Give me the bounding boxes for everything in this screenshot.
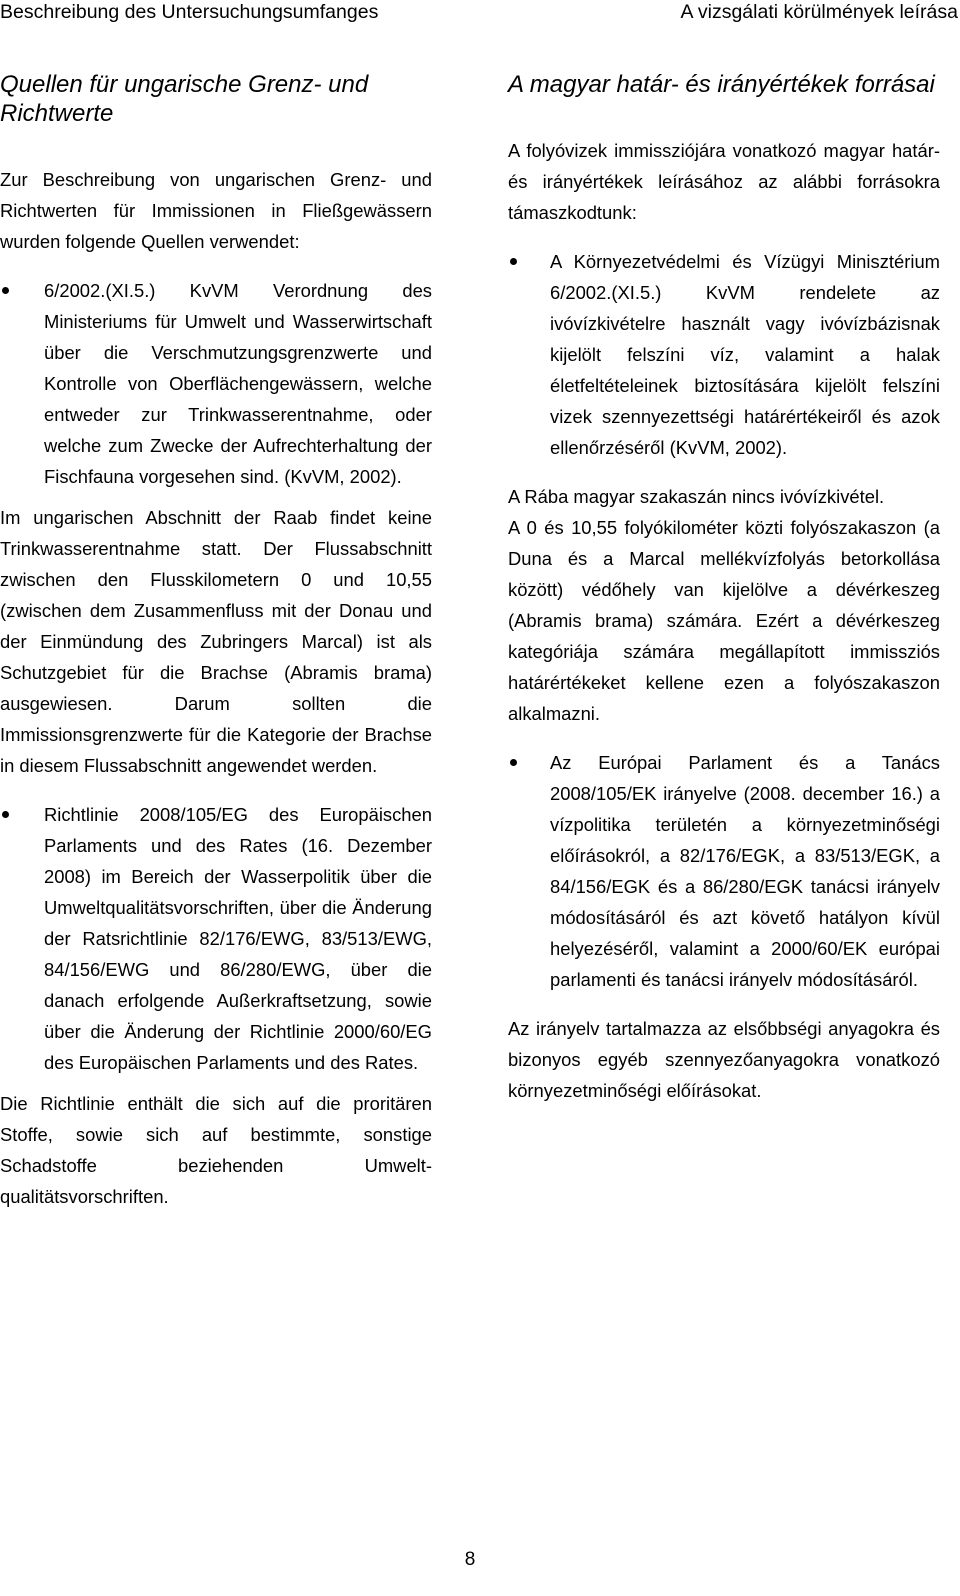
source-list bbox=[0, 799, 432, 1078]
body-paragraph: A Rába magyar szakaszán nincs ivóvízkivétel. bbox=[508, 486, 885, 507]
list-item bbox=[508, 246, 940, 463]
body-paragraph: Die Richtlinie enthält die sich auf die proritären Stoffe, sowie sich auf bestimmte, sonstige Schadstoffe beziehenden Umwelt-qualitätsvorschriften. bbox=[0, 1093, 432, 1207]
intro-paragraph: Zur Beschreibung von ungarischen Grenz- und Richtwerten für Immissionen in Fließgewässern wurden folgende Quellen verwendet: bbox=[0, 169, 432, 252]
german-column bbox=[0, 70, 432, 1212]
source-list bbox=[508, 246, 940, 463]
body-paragraph: Az irányelv tartalmazza az elsőbbségi anyagokra és bizonyos egyéb szennyezőanyagokra vonatkozó környezetminőségi előírásokat. bbox=[508, 1018, 940, 1101]
list-item-text: 6/2002.(XI.5.) KvVM Verordnung des Ministeriums für Umwelt und Wasserwirtschaft über die Verschmutzungsgrenzwerte und Kontrolle von Oberflächengewässern, welche entweder zur Trinkwasserentnahme, oder welche zum Zwecke der Aufrechterhaltung der Fischfauna vorgesehen sind. (KvVM, 2002). bbox=[44, 280, 432, 487]
list-item-text: Richtlinie 2008/105/EG des Europäischen Parlaments und des Rates (16. Dezember 2008) im Bereich der Wasserpolitik über die Umweltqualitätsvorschriften, über die Änderung der Ratsrichtlinie 82/176/EWG, 83/513/EWG, 84/156/EWG und 86/280/EWG, über die danach erfolgende Außerkraftsetzung, sowie über die Änderung der Richtlinie 2000/60/EG des Europäischen Parlaments und des Rates. bbox=[44, 804, 432, 1073]
source-list bbox=[508, 747, 940, 995]
source-list bbox=[0, 275, 432, 492]
bullet-icon bbox=[510, 759, 517, 766]
list-item-text: Az Európai Parlament és a Tanács 2008/105/EK irányelve (2008. december 16.) a vízpolitika területén a környezetminőségi előírásokról, a 82/176/EGK, a 83/513/EGK, a 84/156/EGK és a 86/280/EGK tanácsi irányelv módosításáról és azt követő hatályon kívül helyezéséről, valamint a 2000/60/EK európai parlamenti és tanácsi irányelv módosításáról. bbox=[550, 752, 940, 990]
bullet-icon bbox=[2, 287, 9, 294]
intro-paragraph: A folyóvizek immissziójára vonatkozó magyar határ- és irányértékek leírásához az alábbi forrásokra támaszkodtunk: bbox=[508, 140, 940, 223]
page-number: 8 bbox=[464, 1549, 476, 1570]
list-item bbox=[0, 799, 432, 1078]
section-heading: Quellen für ungarische Grenz- und Richtwerte bbox=[0, 71, 369, 127]
running-header-left: Beschreibung des Untersuchungsumfanges bbox=[0, 1, 379, 23]
bullet-icon bbox=[510, 258, 517, 265]
list-item bbox=[0, 275, 432, 492]
body-paragraph: A 0 és 10,55 folyókilométer közti folyószakaszon (a Duna és a Marcal mellékvízfolyás betorkollása között) védőhely van kijelölve a dévérkeszeg (Abramis brama) számára. Ezért a dévérkeszeg kategóriája számára megállapított immissziós határértékeket kellene ezen a folyószakaszon alkalmazni. bbox=[508, 517, 940, 724]
list-item-text: A Környezetvédelmi és Vízügyi Minisztérium 6/2002.(XI.5.) KvVM rendelete az ivóvízkivételre használt vagy ivóvízbázisnak kijelölt felszíni víz, valamint a halak életfeltételeinek biztosítására kijelölt felszíni vizek szennyezettségi határértékeiről és azok ellenőrzéséről (KvVM, 2002). bbox=[550, 251, 940, 458]
section-heading: A magyar határ- és irányértékek forrásai bbox=[508, 71, 935, 98]
list-item bbox=[508, 747, 940, 995]
running-header-right: A vizsgálati körülmények leírása bbox=[680, 1, 958, 23]
bullet-icon bbox=[2, 811, 9, 818]
body-paragraph: Im ungarischen Abschnitt der Raab findet keine Trinkwasserentnahme statt. Der Flussabschnitt zwischen den Flusskilometern 0 und 10,55 (zwischen dem Zusammenfluss mit der Donau und der Einmündung des Zubringers Marcal) ist als Schutzgebiet für die Brachse (Abramis brama) ausgewiesen. Darum sollten die Immissionsgrenzwerte für die Kategorie der Brachse in diesem Flussabschnitt angewendet werden. bbox=[0, 507, 432, 776]
hungarian-column bbox=[508, 70, 940, 1106]
